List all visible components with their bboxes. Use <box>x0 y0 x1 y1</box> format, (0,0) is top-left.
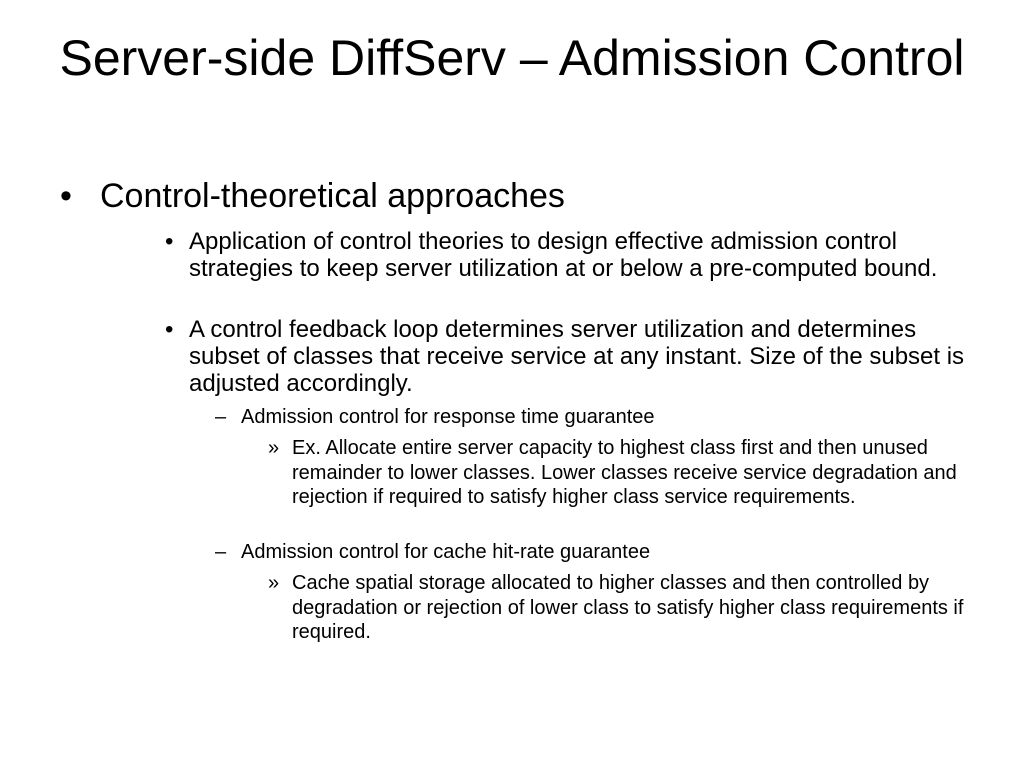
bullet-dot-icon: • <box>165 228 174 255</box>
bullet-level-4 <box>268 436 968 510</box>
dash-icon: – <box>215 406 227 428</box>
bullet-text: Control-theoretical approaches <box>100 177 565 215</box>
double-chevron-icon: » <box>268 437 280 459</box>
bullet-level-1 <box>60 176 960 216</box>
bullet-level-3 <box>215 405 975 429</box>
bullet-level-4 <box>268 571 968 645</box>
bullet-text: Ex. Allocate entire server capacity to highest class first and then unused remainder to lower classes. Lower classes receive service degradation and rejection if required to satisfy higher class service requirements. <box>292 437 957 508</box>
bullet-dot-icon: • <box>165 316 174 343</box>
bullet-level-2 <box>165 316 965 397</box>
bullet-text: A control feedback loop determines server utilization and determines subset of classes that receive service at any instant. Size of the subset is adjusted accordingly. <box>189 316 965 397</box>
bullet-dot-icon: • <box>60 177 72 215</box>
bullet-text: Admission control for cache hit-rate guarantee <box>241 541 651 563</box>
bullet-level-2 <box>165 228 965 282</box>
bullet-text: Application of control theories to design effective admission control strategies to keep server utilization at or below a pre-computed bound. <box>189 228 938 282</box>
bullet-text: Admission control for response time guarantee <box>241 406 655 428</box>
bullet-text: Cache spatial storage allocated to higher classes and then controlled by degradation or rejection of lower class to satisfy higher class requirements if required. <box>292 572 964 643</box>
bullet-level-3 <box>215 540 975 564</box>
dash-icon: – <box>215 541 227 563</box>
double-chevron-icon: » <box>268 572 280 594</box>
slide-title: Server-side DiffServ – Admission Control <box>59 30 965 86</box>
